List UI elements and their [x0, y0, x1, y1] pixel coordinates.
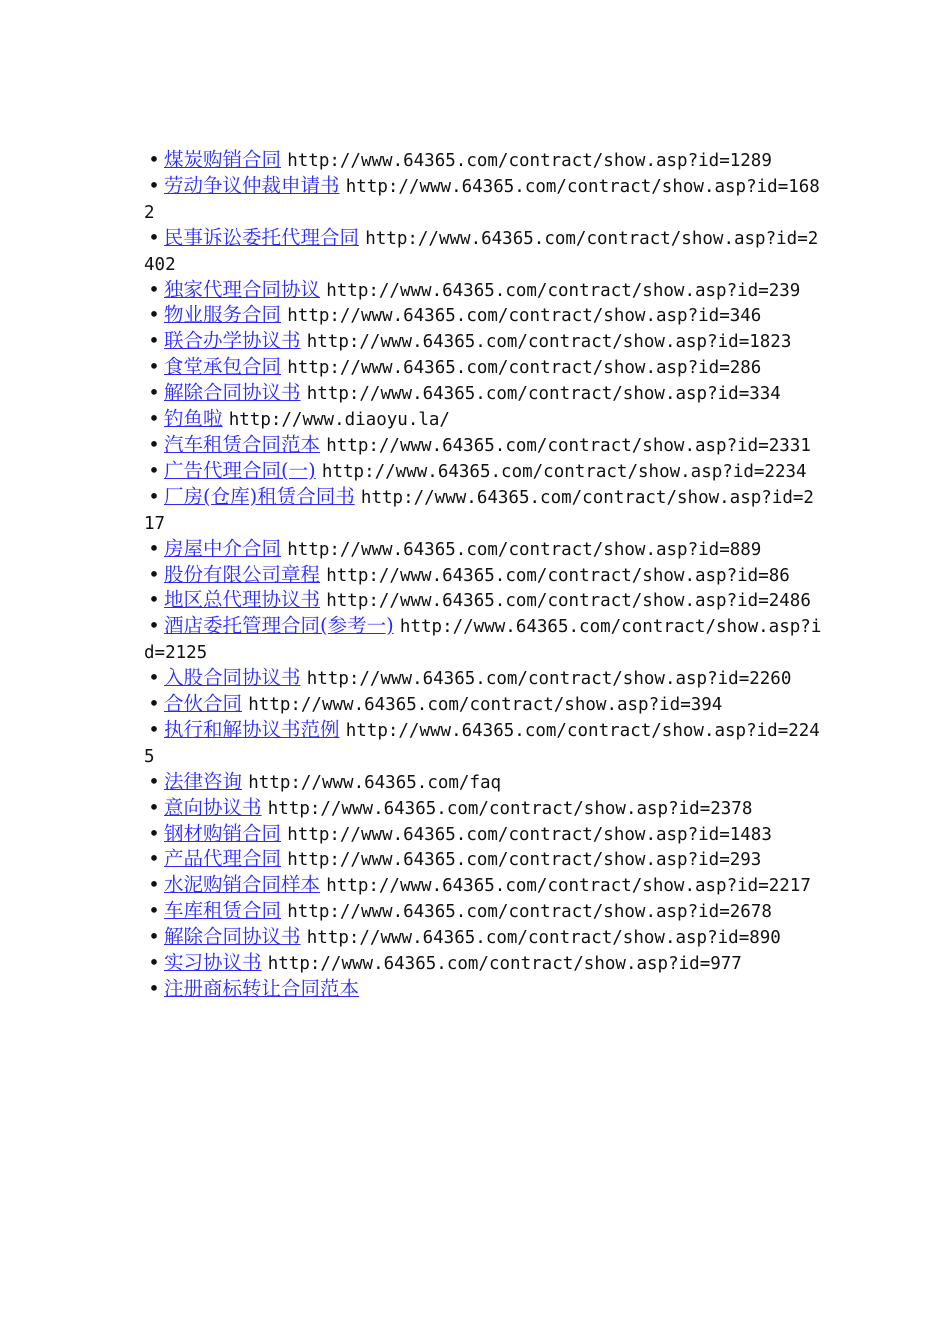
contract-link[interactable]: 酒店委托管理合同(参考一): [164, 614, 394, 638]
list-item: [144, 174, 824, 226]
list-item: [144, 381, 824, 407]
url-text: http://www.64365.com/contract/show.asp?id=2678: [287, 902, 772, 923]
list-item: [144, 977, 824, 1002]
contract-link[interactable]: 意向协议书: [164, 795, 262, 819]
contract-link[interactable]: 注册商标转让合同范本: [164, 977, 360, 1000]
contract-link[interactable]: 地区总代理协议书: [164, 588, 321, 612]
bullet-icon: •: [148, 225, 160, 249]
list-item: [144, 692, 824, 718]
contract-link[interactable]: 汽车租赁合同范本: [164, 432, 321, 456]
url-text: http://www.diaoyu.la/: [228, 410, 450, 431]
url-text: http://www.64365.com/contract/show.asp?id=2331: [326, 435, 811, 456]
url-text: http://www.64365.com/contract/show.asp?id=889: [287, 539, 762, 560]
list-item: [144, 666, 824, 692]
list-item: [144, 925, 824, 951]
bullet-icon: •: [148, 899, 160, 923]
contract-link[interactable]: 产品代理合同: [164, 847, 282, 871]
url-text: http://www.64365.com/contract/show.asp?id=86: [326, 565, 790, 586]
url-text: http://www.64365.com/contract/show.asp?id=2402: [144, 228, 819, 275]
url-text: http://www.64365.com/contract/show.asp?id=1682: [144, 176, 820, 223]
link-list: [144, 148, 824, 1002]
bullet-icon: •: [148, 977, 160, 1000]
list-item: [144, 588, 824, 614]
bullet-icon: •: [148, 795, 160, 819]
bullet-icon: •: [148, 458, 160, 482]
url-text: http://www.64365.com/contract/show.asp?id=1823: [306, 332, 792, 353]
url-text: http://www.64365.com/contract/show.asp?id=2125: [144, 617, 822, 664]
list-item: [144, 303, 824, 329]
bullet-icon: •: [148, 588, 160, 612]
url-text: http://www.64365.com/contract/show.asp?id=239: [326, 280, 801, 301]
contract-link[interactable]: 民事诉讼委托代理合同: [164, 225, 360, 249]
contract-link[interactable]: 车库租赁合同: [164, 899, 282, 923]
contract-link[interactable]: 法律咨询: [164, 769, 243, 793]
contract-link[interactable]: 厂房(仓库)租赁合同书: [164, 484, 355, 508]
contract-link[interactable]: 水泥购销合同样本: [164, 873, 321, 897]
url-text: http://www.64365.com/faq: [248, 772, 502, 793]
list-item: [144, 433, 824, 459]
contract-link[interactable]: 煤炭购销合同: [164, 148, 282, 171]
bullet-icon: •: [148, 692, 160, 716]
url-text: http://www.64365.com/contract/show.asp?id=293: [287, 850, 762, 871]
url-text: http://www.64365.com/contract/show.asp?id=2486: [326, 591, 811, 612]
url-text: http://www.64365.com/contract/show.asp?id=890: [306, 928, 781, 949]
contract-link[interactable]: 解除合同协议书: [164, 925, 301, 949]
list-item: [144, 899, 824, 925]
bullet-icon: •: [148, 847, 160, 871]
url-text: http://www.64365.com/contract/show.asp?id=286: [287, 358, 762, 379]
list-item: [144, 563, 824, 589]
bullet-icon: •: [148, 277, 160, 301]
list-item: [144, 407, 824, 433]
url-text: http://www.64365.com/contract/show.asp?id=394: [248, 695, 723, 716]
contract-link[interactable]: 解除合同协议书: [164, 381, 301, 405]
contract-link[interactable]: 执行和解协议书范例: [164, 717, 340, 741]
bullet-icon: •: [148, 873, 160, 897]
bullet-icon: •: [148, 614, 160, 638]
list-item: [144, 873, 824, 899]
contract-link[interactable]: 联合办学协议书: [164, 329, 301, 353]
bullet-icon: •: [148, 484, 160, 508]
bullet-icon: •: [148, 381, 160, 405]
url-text: http://www.64365.com/contract/show.asp?id=1483: [287, 824, 772, 845]
contract-link[interactable]: 劳动争议仲裁申请书: [164, 173, 340, 197]
contract-link[interactable]: 房屋中介合同: [164, 536, 282, 560]
url-text: http://www.64365.com/contract/show.asp?id=2234: [321, 461, 807, 482]
url-text: http://www.64365.com/contract/show.asp?id=2217: [326, 876, 811, 897]
url-text: http://www.64365.com/contract/show.asp?id=2245: [144, 720, 820, 767]
bullet-icon: •: [148, 407, 160, 431]
contract-link[interactable]: 广告代理合同(一): [164, 458, 316, 482]
bullet-icon: •: [148, 432, 160, 456]
list-item: [144, 278, 824, 304]
url-text: http://www.64365.com/contract/show.asp?id=1289: [287, 151, 772, 171]
url-text: http://www.64365.com/contract/show.asp?id=2260: [306, 669, 792, 690]
list-item: [144, 459, 824, 485]
list-item: [144, 822, 824, 848]
bullet-icon: •: [148, 717, 160, 741]
url-text: http://www.64365.com/contract/show.asp?id=334: [306, 384, 781, 405]
contract-link[interactable]: 独家代理合同协议: [164, 277, 321, 301]
bullet-icon: •: [148, 173, 160, 197]
contract-link[interactable]: 钢材购销合同: [164, 821, 282, 845]
bullet-icon: •: [148, 148, 160, 171]
bullet-icon: •: [148, 821, 160, 845]
bullet-icon: •: [148, 329, 160, 353]
bullet-icon: •: [148, 925, 160, 949]
bullet-icon: •: [148, 666, 160, 690]
list-item: [144, 847, 824, 873]
list-item: [144, 148, 824, 174]
bullet-icon: •: [148, 562, 160, 586]
contract-link[interactable]: 实习协议书: [164, 951, 262, 975]
url-text: http://www.64365.com/contract/show.asp?id=346: [287, 306, 762, 327]
contract-link[interactable]: 钓鱼啦: [164, 407, 223, 431]
contract-link[interactable]: 物业服务合同: [164, 303, 282, 327]
contract-link[interactable]: 入股合同协议书: [164, 666, 301, 690]
list-item: [144, 951, 824, 977]
url-text: http://www.64365.com/contract/show.asp?id=217: [144, 487, 814, 534]
bullet-icon: •: [148, 536, 160, 560]
list-item: [144, 796, 824, 822]
bullet-icon: •: [148, 951, 160, 975]
contract-link[interactable]: 食堂承包合同: [164, 355, 282, 379]
list-item: [144, 485, 824, 537]
list-item: [144, 226, 824, 278]
contract-link[interactable]: 股份有限公司章程: [164, 562, 321, 586]
url-text: http://www.64365.com/contract/show.asp?id=2378: [267, 798, 753, 819]
contract-link[interactable]: 合伙合同: [164, 692, 243, 716]
bullet-icon: •: [148, 769, 160, 793]
url-text: http://www.64365.com/contract/show.asp?id=977: [267, 954, 742, 975]
list-item: [144, 329, 824, 355]
list-item: [144, 614, 824, 666]
list-item: [144, 537, 824, 563]
list-item: [144, 355, 824, 381]
list-item: [144, 718, 824, 770]
bullet-icon: •: [148, 355, 160, 379]
list-item: [144, 770, 824, 796]
bullet-icon: •: [148, 303, 160, 327]
